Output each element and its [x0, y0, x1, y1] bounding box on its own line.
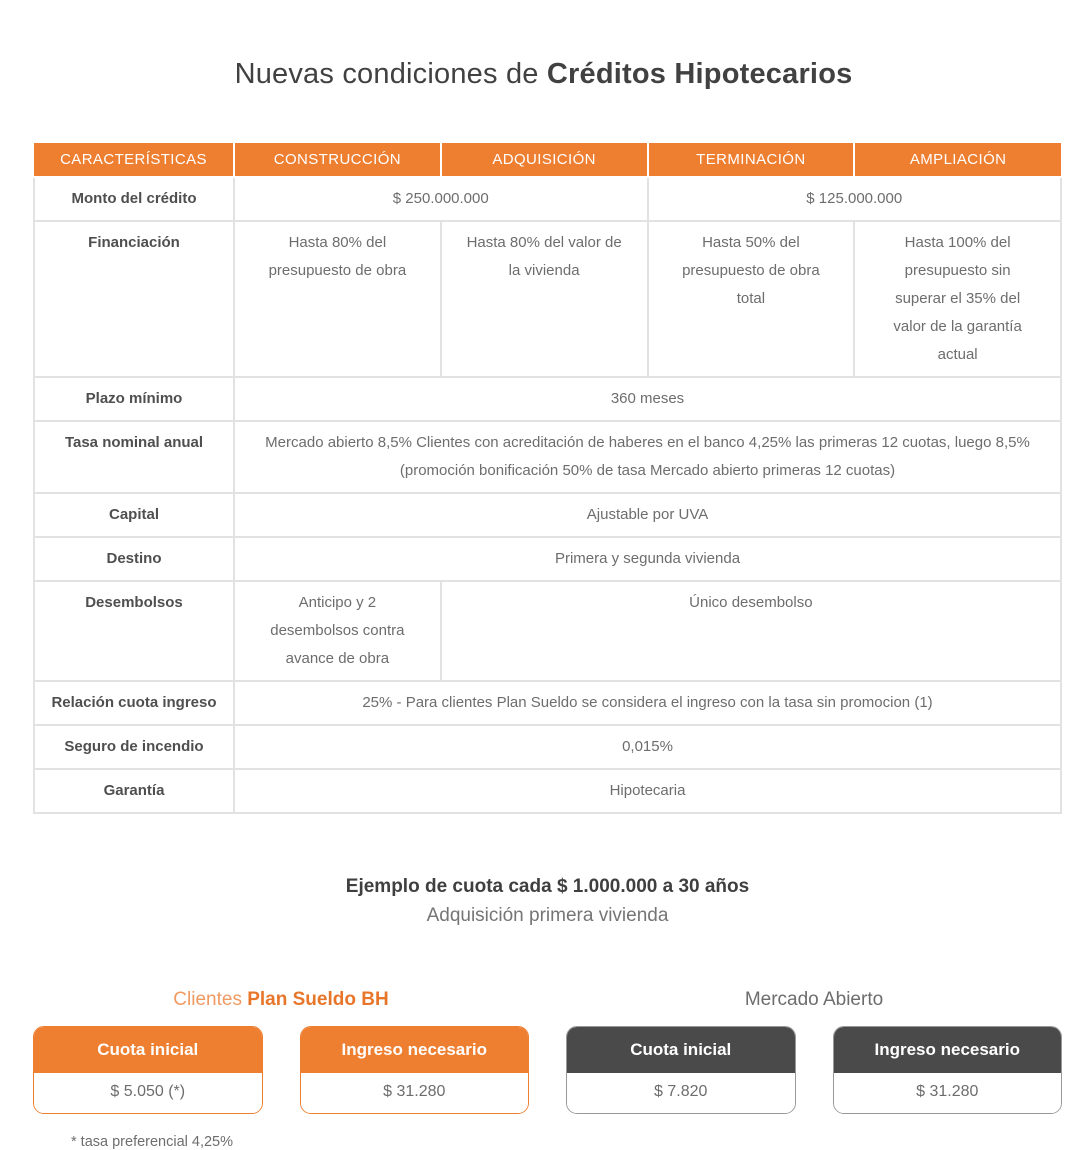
table-row — [34, 581, 1061, 681]
row-label: Capital — [34, 493, 234, 537]
table-cell: $ 125.000.000 — [648, 177, 1062, 221]
example-subtitle: Adquisición primera vivienda — [426, 905, 669, 926]
table-cell: Hasta 50% del presupuesto de obra total — [648, 221, 855, 377]
table-row — [34, 221, 1061, 377]
table-row — [34, 177, 1061, 221]
group-label-prefix: Clientes — [173, 989, 248, 1010]
row-label: Monto del crédito — [34, 177, 234, 221]
column-header: ADQUISICIÓN — [441, 143, 648, 177]
example-card — [33, 1026, 263, 1114]
card-header: Ingreso necesario — [301, 1027, 529, 1073]
table-cell: 0,015% — [234, 725, 1061, 769]
credit-table-body — [34, 177, 1061, 813]
table-cell: Mercado abierto 8,5% Clientes con acreditación de haberes en el banco 4,25% las primeras 12 cuotas, luego 8,5% (promoción bonificación 50% de tasa Mercado abierto primeras 12 cuotas) — [234, 421, 1061, 493]
row-label: Garantía — [34, 769, 234, 813]
table-cell: Hasta 100% del presupuesto sin superar el 35% del valor de la garantía actual — [854, 221, 1061, 377]
rate-footnote: * tasa preferencial 4,25% — [71, 1134, 234, 1150]
table-row — [34, 537, 1061, 581]
table-cell: Anticipo y 2 desembolsos contra avance de obra — [234, 581, 441, 681]
card-value: $ 31.280 — [834, 1073, 1062, 1113]
table-row — [34, 725, 1061, 769]
card-header: Ingreso necesario — [834, 1027, 1062, 1073]
card-header: Cuota inicial — [567, 1027, 795, 1073]
row-label: Financiación — [34, 221, 234, 377]
row-label: Destino — [34, 537, 234, 581]
table-row — [34, 769, 1061, 813]
column-header: CARACTERÍSTICAS — [34, 143, 234, 177]
group-plan-sueldo-bh — [33, 989, 529, 1150]
credit-conditions-table — [33, 143, 1062, 814]
row-label: Desembolsos — [34, 581, 234, 681]
example-card — [833, 1026, 1063, 1114]
table-cell: Hasta 80% del presupuesto de obra — [234, 221, 441, 377]
group-label-bold: Plan Sueldo BH — [247, 989, 389, 1010]
row-label: Seguro de incendio — [34, 725, 234, 769]
page-title — [0, 0, 1087, 91]
table-row — [34, 681, 1061, 725]
row-label: Tasa nominal anual — [34, 421, 234, 493]
row-label: Relación cuota ingreso — [34, 681, 234, 725]
column-header: TERMINACIÓN — [648, 143, 855, 177]
table-cell: Único desembolso — [441, 581, 1061, 681]
example-card — [300, 1026, 530, 1114]
table-cell: Primera y segunda vivienda — [234, 537, 1061, 581]
table-cell: Hipotecaria — [234, 769, 1061, 813]
example-grid — [33, 989, 1062, 1150]
table-cell: Hasta 80% del valor de la vivienda — [441, 221, 648, 377]
table-cell: 360 meses — [234, 377, 1061, 421]
table-row — [34, 421, 1061, 493]
column-header: CONSTRUCCIÓN — [234, 143, 441, 177]
column-header: AMPLIACIÓN — [854, 143, 1061, 177]
table-cell: 25% - Para clientes Plan Sueldo se considera el ingreso con la tasa sin promocion (1) — [234, 681, 1061, 725]
table-header-row — [34, 143, 1061, 177]
mercado-abierto-cards — [566, 1026, 1062, 1114]
page-title-prefix: Nuevas condiciones de — [234, 58, 547, 90]
table-cell: Ajustable por UVA — [234, 493, 1061, 537]
card-value: $ 7.820 — [567, 1073, 795, 1113]
group-label-plan-sueldo — [33, 989, 529, 1011]
card-value: $ 31.280 — [301, 1073, 529, 1113]
table-cell: $ 250.000.000 — [234, 177, 648, 221]
table-row — [34, 377, 1061, 421]
example-section — [33, 876, 1062, 1150]
table-row — [34, 493, 1061, 537]
example-card — [566, 1026, 796, 1114]
card-value: $ 5.050 (*) — [34, 1073, 262, 1113]
page-title-highlight: Créditos Hipotecarios — [546, 58, 853, 90]
group-mercado-abierto — [566, 989, 1062, 1150]
row-label: Plazo mínimo — [34, 377, 234, 421]
plan-sueldo-cards — [33, 1026, 529, 1114]
card-header: Cuota inicial — [34, 1027, 262, 1073]
group-label-mercado-abierto: Mercado Abierto — [744, 989, 884, 1010]
example-title: Ejemplo de cuota cada $ 1.000.000 a 30 años — [345, 876, 750, 897]
